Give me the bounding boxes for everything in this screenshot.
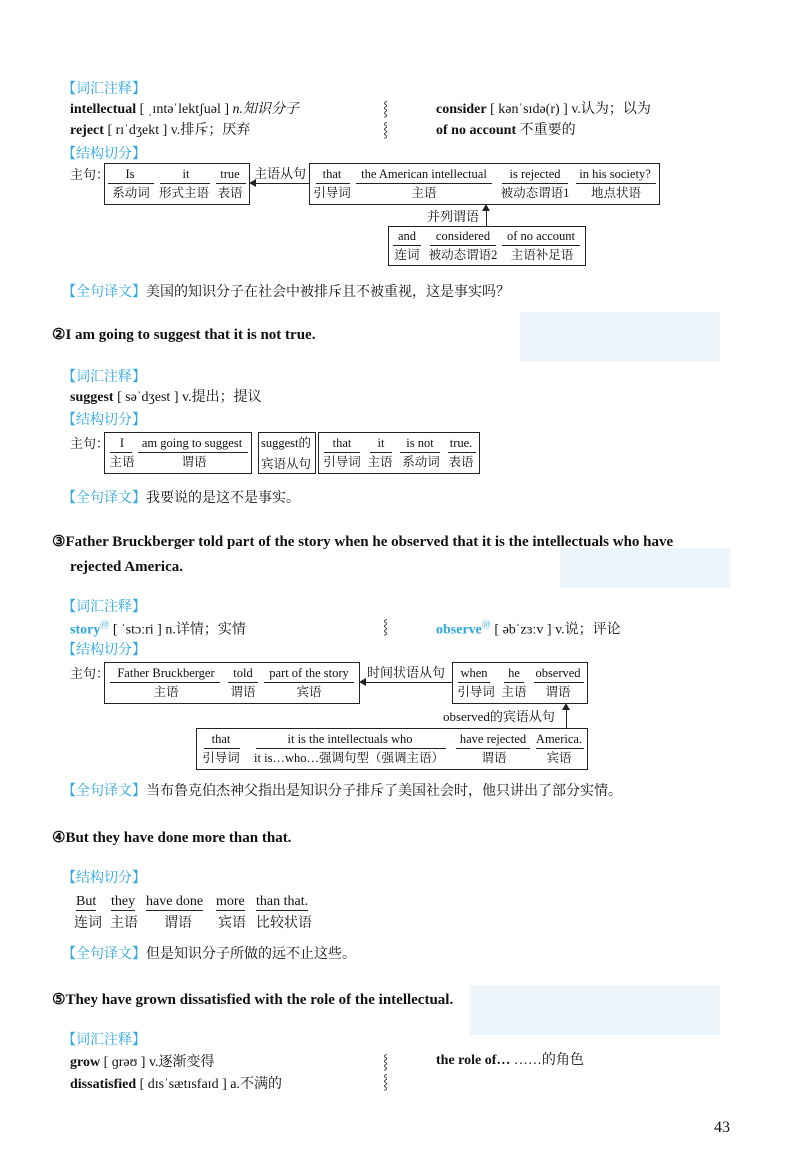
- word: true.: [449, 436, 473, 450]
- role: 引导词: [323, 455, 361, 469]
- word: Is: [125, 167, 135, 181]
- role: 连词: [394, 248, 420, 262]
- word: Father Bruckberger: [117, 666, 215, 680]
- word-underline: [324, 452, 360, 453]
- vocab-entry: [70, 1078, 282, 1092]
- word: of no account: [506, 229, 576, 243]
- sentence-text: I am going to suggest that it is not true.: [65, 327, 316, 343]
- sentence-text: But they have done more than that.: [65, 830, 292, 846]
- role: 系动词: [402, 455, 440, 469]
- vocab-mark: ㊞: [100, 620, 110, 630]
- word: the American intellectual: [361, 167, 487, 181]
- word-underline: [456, 748, 530, 749]
- word-underline: [110, 452, 132, 453]
- link-role: 宾语从句: [260, 457, 311, 471]
- role: 主语: [110, 916, 138, 931]
- word: told: [233, 666, 253, 680]
- word: he: [508, 666, 520, 680]
- vocab-entry: [436, 621, 621, 638]
- word-underline: [356, 183, 492, 184]
- word-underline: [204, 748, 240, 749]
- vocab-word: reject: [70, 123, 104, 138]
- word-underline: [370, 452, 392, 453]
- vocab-def: 不重要的: [519, 123, 576, 138]
- link-label: 时间状语从句: [367, 665, 446, 680]
- role: 连词: [74, 916, 102, 931]
- word: they: [111, 894, 136, 909]
- vocab-def: a.不满的: [230, 1077, 282, 1092]
- watermark-2: [560, 548, 730, 588]
- word-underline: [448, 452, 476, 453]
- role: 谓语: [164, 916, 192, 931]
- role: 宾语: [218, 916, 246, 931]
- structure-label: 【结构切分】: [62, 412, 146, 428]
- role: 比较状语: [256, 916, 312, 931]
- connector-line: [254, 183, 309, 184]
- role: 宾语: [546, 751, 572, 765]
- page-number: 43: [714, 1119, 730, 1136]
- vocab-def: n.详情；实情: [165, 622, 246, 638]
- vocab-def: ……的角色: [513, 1053, 584, 1068]
- word: that: [322, 167, 342, 181]
- role: 谓语: [545, 685, 571, 699]
- translation-label: 【全句译文】: [62, 284, 146, 300]
- separator-glyph: ⸾: [383, 1055, 389, 1070]
- structure-label: 【结构切分】: [62, 642, 146, 658]
- link-label: 主语从句: [254, 166, 307, 181]
- word: considered: [435, 229, 491, 243]
- sentence-number: ②: [52, 327, 66, 343]
- word: it is the intellectuals who: [287, 732, 413, 746]
- translation-label: 【全句译文】: [62, 946, 146, 962]
- translation-line: [62, 490, 300, 506]
- word-underline: [502, 245, 580, 246]
- link-word: suggest的: [260, 436, 311, 450]
- translation-text: 我要说的是这不是事实。: [146, 490, 300, 506]
- vocab-word: consider: [436, 102, 487, 117]
- word: But: [76, 894, 97, 909]
- vocab-phonetic: [ ˈstɔːri ]: [112, 622, 162, 638]
- vocab-def: v.说；评论: [555, 622, 621, 638]
- object-clause-label: observed的宾语从句: [443, 709, 555, 724]
- watermark-3: [470, 985, 720, 1035]
- role: 主语: [153, 685, 179, 699]
- word-underline: [430, 245, 496, 246]
- translation-line: [62, 284, 510, 300]
- word: America.: [535, 732, 583, 746]
- word: is rejected: [509, 167, 561, 181]
- translation-label: 【全句译文】: [62, 490, 146, 506]
- vocab-label: 【词汇注释】: [62, 599, 146, 615]
- role: 引导词: [202, 751, 240, 765]
- separator-glyph: ⸾: [383, 102, 389, 117]
- vocab-entry: [436, 103, 651, 117]
- word: when: [460, 666, 488, 680]
- role: 形式主语: [158, 186, 209, 200]
- vocab-phonetic: [ ˌɪntəˈlektʃuəl ]: [139, 102, 230, 117]
- structure-label: 【结构切分】: [62, 870, 146, 886]
- connector-line: [566, 709, 567, 728]
- word: I: [119, 436, 125, 450]
- vocab-phonetic: [ rɪˈdʒekt ]: [107, 123, 168, 138]
- word-underline: [536, 748, 584, 749]
- vocab-entry: [70, 124, 250, 138]
- vocab-phonetic: [ səˈdʒest ]: [117, 390, 179, 405]
- role: 谓语: [181, 455, 207, 469]
- word: than that.: [256, 894, 309, 909]
- vocab-phonetic: [ kənˈsɪdə(r) ]: [490, 102, 568, 117]
- vocab-def: v.提出；提议: [181, 390, 262, 405]
- role: 表语: [448, 455, 474, 469]
- vocab-def: v.排斥；厌弃: [170, 123, 251, 138]
- vocab-word: of no account: [436, 123, 517, 138]
- vocab-entry: [70, 621, 246, 638]
- role: 表语: [217, 186, 243, 200]
- role: 地点状语: [590, 186, 641, 200]
- word: that: [211, 732, 231, 746]
- word: it: [377, 436, 385, 450]
- word: it: [182, 167, 190, 181]
- word-underline: [216, 183, 246, 184]
- word-underline: [138, 452, 248, 453]
- vocab-label: 【词汇注释】: [62, 1032, 146, 1048]
- sentence-number: ③: [52, 534, 66, 550]
- translation-label: 【全句译文】: [62, 783, 146, 799]
- role: 主语补足语: [510, 248, 574, 262]
- role: 系动词: [112, 186, 150, 200]
- word: and: [397, 229, 417, 243]
- word-underline: [502, 183, 568, 184]
- sentence-heading: [52, 328, 315, 343]
- vocab-word: observe: [436, 622, 482, 638]
- translation-text: 但是知识分子所做的远不止这些。: [146, 946, 356, 962]
- word-underline: [108, 183, 154, 184]
- sentence-text-continued: rejected America.: [70, 559, 183, 575]
- word-underline: [458, 682, 490, 683]
- sentence-text: Father Bruckberger told part of the story when he observed that it is the intellectuals who have: [65, 534, 674, 550]
- vocab-phonetic: [ əbˈzɜːv ]: [494, 622, 552, 638]
- vocab-entry: [436, 124, 576, 138]
- vocab-def: n.知识分子: [232, 102, 300, 117]
- watermark-1: [520, 312, 720, 362]
- role: 谓语: [230, 685, 256, 699]
- word: more: [216, 894, 245, 909]
- vocab-entry: [436, 1054, 584, 1068]
- sentence-heading: [52, 535, 673, 550]
- word: in his society?: [579, 167, 651, 181]
- role: 主语: [109, 455, 135, 469]
- vocab-def: v.逐渐变得: [148, 1055, 215, 1070]
- role: 被动态谓语1: [500, 186, 570, 200]
- separator-glyph: ⸾: [383, 123, 389, 138]
- vocab-word: intellectual: [70, 102, 137, 117]
- translation-line: [62, 946, 356, 962]
- connector-line: [364, 682, 452, 683]
- vocab-entry: [70, 103, 299, 117]
- vocab-phonetic: [ dɪsˈsætɪsfaɪd ]: [139, 1077, 227, 1092]
- vocab-label: 【词汇注释】: [62, 81, 146, 97]
- main-clause-label: 主句：: [70, 436, 110, 451]
- vocab-word: grow: [70, 1055, 101, 1070]
- vocab-phonetic: [ ɡrəʊ ]: [103, 1055, 146, 1070]
- vocab-label: 【词汇注释】: [62, 369, 146, 385]
- vocab-word: the role of…: [436, 1053, 511, 1068]
- sentence-text: They have grown dissatisfied with the role of the intellectual.: [65, 992, 454, 1008]
- vocab-entry: [70, 391, 262, 405]
- translation-text: 美国的知识分子在社会中被排斥且不被重视，这是事实吗？: [146, 284, 510, 300]
- separator-glyph: ⸾: [383, 1075, 389, 1090]
- word: have done: [146, 894, 204, 909]
- word-underline: [400, 452, 440, 453]
- sentence-heading: [52, 993, 453, 1008]
- connector-line: [486, 210, 487, 226]
- role: 引导词: [313, 186, 351, 200]
- role: 主语: [367, 455, 393, 469]
- word-underline: [576, 183, 656, 184]
- word-underline: [264, 682, 354, 683]
- word-underline: [534, 682, 584, 683]
- word-underline: [504, 682, 524, 683]
- sentence-number: ④: [52, 830, 66, 846]
- word-underline: [160, 183, 210, 184]
- word: observed: [535, 666, 581, 680]
- word: is not: [406, 436, 434, 450]
- word-underline: [316, 183, 350, 184]
- vocab-mark: ㊞: [481, 620, 491, 630]
- word: true: [220, 167, 240, 181]
- word-underline: [228, 682, 258, 683]
- structure-label: 【结构切分】: [62, 146, 146, 162]
- word: have rejected: [459, 732, 527, 746]
- sentence-heading: [52, 831, 291, 846]
- vocab-word: suggest: [70, 390, 114, 405]
- coord-label: 并列谓语: [427, 209, 480, 224]
- vocab-word: dissatisfied: [70, 1077, 137, 1092]
- vocab-entry: [70, 1056, 215, 1070]
- vocab-word: story: [70, 622, 101, 638]
- role: 主语: [411, 186, 437, 200]
- role: it is…who…强调句型（强调主语）: [254, 751, 444, 765]
- word-underline: [256, 748, 446, 749]
- sentence-number: ⑤: [52, 992, 66, 1008]
- word: part of the story: [269, 666, 349, 680]
- main-clause-label: 主句：: [70, 167, 110, 182]
- role: 谓语: [481, 751, 507, 765]
- word: am going to suggest: [141, 436, 243, 450]
- role: 宾语: [296, 685, 322, 699]
- main-clause-label: 主句：: [70, 666, 110, 681]
- word-underline: [110, 682, 220, 683]
- role: 引导词: [457, 685, 495, 699]
- translation-text: 当布鲁克伯杰神父指出是知识分子排斥了美国社会时，他只讲出了部分实情。: [146, 783, 622, 799]
- translation-line: [62, 783, 622, 799]
- vocab-def: v.认为；以为: [571, 102, 651, 117]
- word-underline: [393, 245, 421, 246]
- role: 被动态谓语2: [428, 248, 498, 262]
- word: that: [332, 436, 352, 450]
- role: 主语: [501, 685, 527, 699]
- separator-glyph: ⸾: [383, 620, 389, 635]
